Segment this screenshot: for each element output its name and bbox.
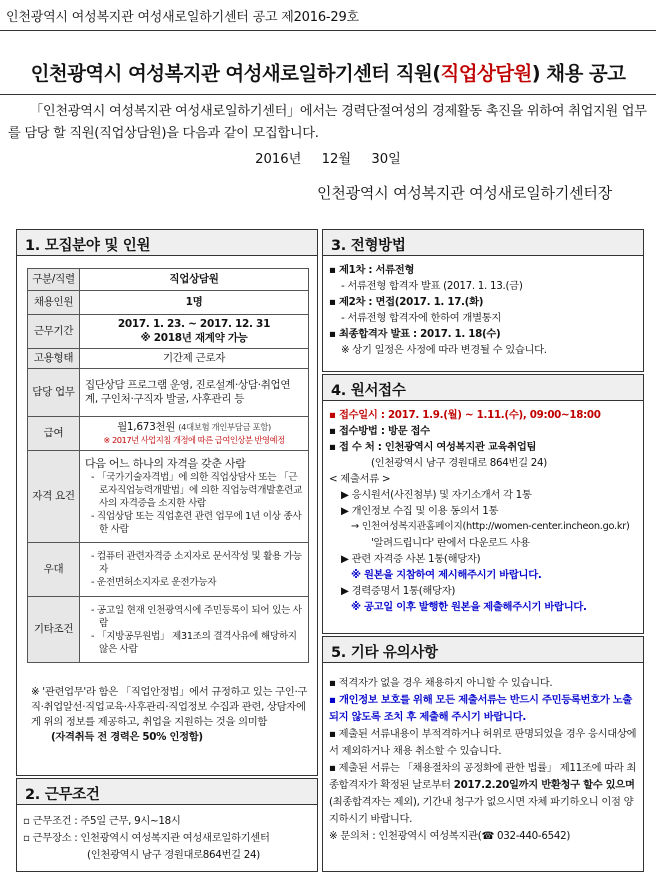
- application-address: (인천광역시 남구 경원대로 864번길 24): [371, 457, 547, 469]
- period-note: ※ 2018년 재계약 가능: [140, 331, 248, 344]
- download-note: '알려드립니다' 란에서 다운로드 사용: [371, 537, 530, 549]
- table-row: [28, 269, 309, 291]
- title-prefix: 인천광역시 여성복지관 여성새로일하기센터 직원(: [30, 62, 441, 85]
- row-label: 구분/직렬: [28, 269, 80, 291]
- row-value: 집단상담 프로그램 운영, 진로설계·상담·취업연계, 구인처·구직자 발굴, 사후관리 등: [80, 369, 309, 417]
- doc-note: ※ 원본을 지참하여 제시해주시기 바랍니다.: [351, 569, 542, 581]
- title-divider: [0, 94, 656, 95]
- period-value: 2017. 1. 23. ~ 2017. 12. 31: [117, 318, 271, 330]
- row-label: 우대: [28, 543, 80, 597]
- contact: ※ 문의처 : 인천광역시 여성복지관(☎ 032-440-6542): [329, 830, 571, 842]
- note-career: (자격취득 전 경력은 50% 인정함): [51, 731, 203, 743]
- work-place: ▫ 근무장소 : 인천광역시 여성복지관 여성새로일하기센터: [23, 832, 270, 844]
- schedule-note: ※ 상기 일정은 사정에 따라 변경될 수 있습니다.: [341, 344, 547, 356]
- note-item: ▪ 개인정보 보호를 위해 모든 제출서류는 반드시 주민등록번호가 노출되지 않도록 조치 후 제출해 주시기 바랍니다.: [329, 694, 633, 723]
- pref-item: - 운전면허소지자로 운전가능자: [91, 577, 217, 588]
- qual-intro: 다음 어느 하나의 자격을 갖춘 사람: [85, 457, 246, 471]
- note-item: ▪ 적격자가 없을 경우 채용하지 아니할 수 있습니다.: [329, 677, 553, 689]
- homepage-link[interactable]: → 인천여성복지관홈페이지(http://women-center.incheon.go.kr): [351, 521, 630, 532]
- row-value: 1명: [80, 291, 309, 315]
- row-label: 담당 업무: [28, 369, 80, 417]
- section-application: [322, 374, 644, 634]
- section-conditions: [16, 778, 318, 872]
- note-text-bold: 2017.2.20일까지 반환청구 할수 있으며: [453, 779, 635, 791]
- doc-item: ▶ 관련 자격증 사본 1통(해당자): [341, 553, 481, 565]
- row-value: [80, 315, 309, 349]
- row-value: [80, 451, 309, 543]
- recruitment-table: [27, 268, 309, 663]
- row-value: [80, 597, 309, 663]
- doc-item: ▶ 응시원서(사진첨부) 및 자기소개서 각 1통: [341, 489, 532, 501]
- page-title: [0, 58, 656, 86]
- step-2-detail: - 서류전형 합격자에 한하여 개별통지: [341, 312, 502, 324]
- application-place: ▪ 접 수 처 : 인천광역시 여성복지관 교육취업팀: [329, 441, 537, 453]
- application-period: ▪ 접수일시 : 2017. 1.9.(월) ~ 1.11.(수), 09:00~18:00: [329, 409, 601, 421]
- etc-item: - 「지방공무원법」 제31조의 결격사유에 해당하지 않은 사람: [91, 630, 297, 655]
- table-row: [28, 543, 309, 597]
- section-title: 5. 기타 유의사항: [323, 637, 643, 663]
- related-work-note: [31, 685, 313, 745]
- etc-item: - 공고일 현재 인천광역시에 주민등록이 되어 있는 사람: [91, 604, 302, 629]
- step-1: ▪ 제1차 : 서류전형: [329, 264, 415, 276]
- step-1-detail: - 서류전형 합격자 발표 (2017. 1. 13.(금): [341, 280, 523, 292]
- row-label: 기타조건: [28, 597, 80, 663]
- pay-note: ※ 2017년 사업지침 개정에 따른 급여인상분 반영예정: [103, 434, 285, 445]
- qual-item: - 「국가기술자격법」에 의한 직업상담사 또는 「근로자직업능력개발법」에 의한 직업능력개발훈련교사의 자격증을 소지한 사람: [91, 471, 303, 509]
- row-label: 급여: [28, 417, 80, 451]
- selection-list: [329, 262, 641, 358]
- application-list: [329, 407, 641, 615]
- pay-value: 월1,673천원: [117, 421, 176, 434]
- row-value: [80, 417, 309, 451]
- section-title: 3. 전형방법: [323, 230, 643, 256]
- section-recruitment: [16, 229, 318, 776]
- row-value: 직업상담원: [80, 269, 309, 291]
- section-selection: [322, 229, 644, 372]
- doc-note: ※ 공고일 이후 발행한 원본을 제출해주시기 바랍니다.: [351, 601, 587, 613]
- row-label: 채용인원: [28, 291, 80, 315]
- row-label: 고용형태: [28, 349, 80, 369]
- row-value: [80, 543, 309, 597]
- row-value: 기간제 근로자: [80, 349, 309, 369]
- final-announcement: ▪ 최종합격자 발표 : 2017. 1. 18(수): [329, 328, 501, 340]
- work-hours: ▫ 근무조건 : 주5일 근무, 9시~18시: [23, 815, 181, 827]
- notice-number: 인천광역시 여성복지관 여성새로일하기센터 공고 제2016-29호: [6, 10, 359, 25]
- qual-item: - 직업상담 또는 직업훈련 관련 업무에 1년 이상 종사한 사람: [91, 510, 302, 535]
- table-row: [28, 451, 309, 543]
- note-text: ▪ 제출된 서류는 「채용절차의 공정화에 관한 법률」 제11조에 따라 최종합격자가 확정된 날로부터: [329, 762, 637, 791]
- notice-date: 2016년 12월 30일: [255, 152, 401, 167]
- pay-small-note: (4대보험 개인부담금 포함): [178, 422, 271, 433]
- table-row: [28, 349, 309, 369]
- application-method: ▪ 접수방법 : 방문 접수: [329, 425, 430, 437]
- top-divider: [0, 30, 656, 31]
- row-label: 근무기간: [28, 315, 80, 349]
- section-title: 4. 원서접수: [323, 375, 643, 401]
- work-address: (인천광역시 남구 경원대로864번길 24): [87, 849, 261, 861]
- table-row: [28, 417, 309, 451]
- signer: 인천광역시 여성복지관 여성새로일하기센터장: [317, 184, 612, 202]
- section-title: 2. 근무조건: [17, 779, 317, 805]
- table-row: [28, 597, 309, 663]
- section-notes: [322, 636, 644, 872]
- note-item: [329, 760, 641, 828]
- table-row: [28, 369, 309, 417]
- notes-list: [329, 675, 641, 845]
- pref-item: - 컴퓨터 관련자격증 소지자로 문서작성 및 활용 가능자: [91, 551, 302, 575]
- doc-item: ▶ 경력증명서 1통(해당자): [341, 585, 456, 597]
- note-item: ▪ 제출된 서류내용이 부적격하거나 허위로 판명되었을 경우 응시대상에서 제외하거나 채용 취소할 수 있습니다.: [329, 728, 637, 757]
- conditions-list: [23, 813, 270, 864]
- title-highlight: 직업상담원: [440, 62, 532, 85]
- note-text: ※ '관련업무'라 함은 「직업안정법」에서 규정하고 있는 구인·구직·취업알선·직업교육·사후관리·직업정보 수집과 관련, 상담자에게 위의 정보를 제공하고, 취업을 지원하는 것을 의미함: [31, 686, 308, 728]
- table-row: [28, 291, 309, 315]
- row-label: 자격 요건: [28, 451, 80, 543]
- docs-title: < 제출서류 >: [329, 473, 391, 485]
- section-title: 1. 모집분야 및 인원: [17, 230, 317, 256]
- title-suffix: ) 채용 공고: [531, 62, 626, 85]
- intro-paragraph: 「인천광역시 여성복지관 여성새로일하기센터」에서는 경력단절여성의 경제활동 촉진을 위하여 취업지원 업무를 담당 할 직원(직업상담원)을 다음과 같이 모집합니다.: [8, 104, 647, 141]
- doc-item: ▶ 개인정보 수집 및 이용 동의서 1통: [341, 505, 499, 517]
- step-2: ▪ 제2차 : 면접(2017. 1. 17.(화): [329, 296, 484, 308]
- note-text: (최종합격자는 제외), 기간내 청구가 없으시면 자체 파기하오니 이점 양지하시기 바랍니다.: [329, 796, 634, 825]
- table-row: [28, 315, 309, 349]
